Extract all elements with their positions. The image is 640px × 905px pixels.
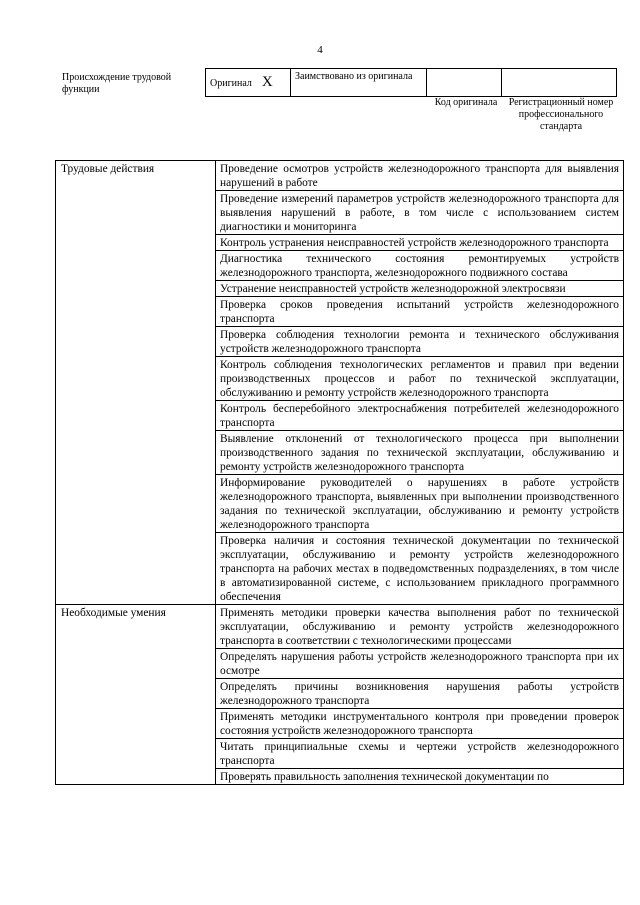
section-item: Выявление отклонений от технологического процесса при выполнении производственного задания по технической эксплуатации, обслуживанию и ремонту устройств железнодорожного транспорта: [216, 431, 624, 475]
original-code-cell: [427, 69, 502, 97]
section-item: Определять нарушения работы устройств железнодорожного транспорта при их осмотре: [216, 649, 624, 679]
original-cell: [206, 69, 291, 97]
section-item: Читать принципиальные схемы и чертежи устройств железнодорожного транспорта: [216, 739, 624, 769]
original-mark: X: [261, 73, 273, 90]
origin-label: Происхождение трудовой функции: [62, 72, 172, 95]
section-item: Контроль соблюдения технологических регламентов и правил при ведении производственных процессов и работ по технической эксплуатации, обслуживанию и ремонту устройств железнодорожного транспорта: [216, 357, 624, 401]
function-table-body: [56, 161, 624, 785]
table-row: [56, 605, 624, 649]
page-number: 4: [317, 44, 323, 56]
borrowed-cell: Заимствовано из оригинала: [291, 69, 427, 97]
section-item: Контроль устранения неисправностей устройств железнодорожного транспорта: [216, 235, 624, 251]
section-item: Проверять правильность заполнения технической документации по: [216, 769, 624, 785]
section-item: Применять методики проверки качества выполнения работ по технической эксплуатации, обслуживанию и ремонту устройств железнодорожного транспорта в соответствии с технологическими процессами: [216, 605, 624, 649]
section-item: Проверка соблюдения технологии ремонта и технического обслуживания устройств железнодорожного транспорта: [216, 327, 624, 357]
section-item: Устранение неисправностей устройств железнодорожной электросвязи: [216, 281, 624, 297]
section-item: Проверка наличия и состояния технической документации по технической эксплуатации, обслуживанию и ремонту устройств железнодорожного транспорта на рабочих местах в подведомственных подразделениях, в том числе в автоматизированной системе, с использованием прикладного программного обеспечения: [216, 533, 624, 605]
section-item: Диагностика технического состояния ремонтируемых устройств железнодорожного транспорта, железнодорожного подвижного состава: [216, 251, 624, 281]
section-item: Проведение измерений параметров устройств железнодорожного транспорта для выявления нарушений в работе, в том числе с использованием систем диагностики и мониторинга: [216, 191, 624, 235]
original-label: Оригинал: [210, 77, 252, 89]
code-caption: Код оригинала: [434, 97, 498, 108]
registration-number-cell: [502, 69, 617, 97]
registration-caption: Регистрационный номер профессионального стандарта: [508, 97, 614, 132]
section-label: Необходимые умения: [56, 605, 216, 785]
section-item: Контроль бесперебойного электроснабжения потребителей железнодорожного транспорта: [216, 401, 624, 431]
origin-table: [205, 68, 617, 97]
section-item: Проверка сроков проведения испытаний устройств железнодорожного транспорта: [216, 297, 624, 327]
table-row: [56, 161, 624, 191]
section-item: Информирование руководителей о нарушениях в работе устройств железнодорожного транспорта, выявленных при выполнении производственного задания по технической эксплуатации, обслуживанию и ремонту устройств железнодорожного транспорта: [216, 475, 624, 533]
section-item: Определять причины возникновения нарушения работы устройств железнодорожного транспорта: [216, 679, 624, 709]
section-item: Применять методики инструментального контроля при проведении проверок состояния устройств железнодорожного транспорта: [216, 709, 624, 739]
section-label: Трудовые действия: [56, 161, 216, 605]
section-item: Проведение осмотров устройств железнодорожного транспорта для выявления нарушений в работе: [216, 161, 624, 191]
function-table: [55, 160, 624, 785]
